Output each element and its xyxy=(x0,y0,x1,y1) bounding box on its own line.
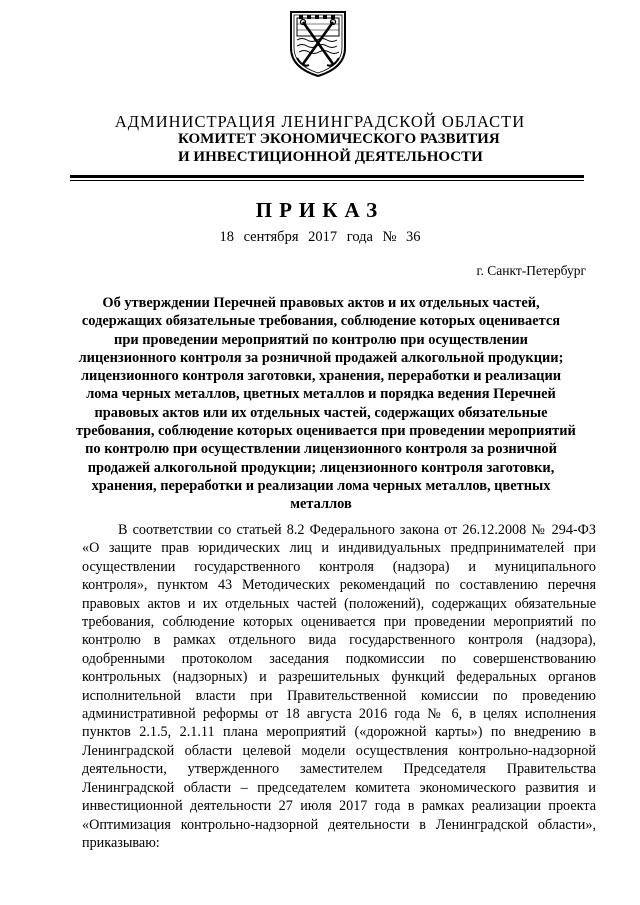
coat-of-arms-icon xyxy=(287,8,349,78)
body-line: одобренными протоколом заседания подкомиссии по совершенствованию xyxy=(82,650,596,667)
committee-name-line1: КОМИТЕТ ЭКОНОМИЧЕСКОГО РАЗВИТИЯ xyxy=(178,131,500,147)
body-line: правовых актов и их отдельных частей (положений), содержащих обязательные xyxy=(82,595,596,612)
body-line: пунктов 2.1.5, 2.1.11 плана мероприятий («дорожной карты») по внедрению в xyxy=(82,724,596,741)
body-line: контрольных (надзорных) и разрешительных функций федеральных органов xyxy=(82,669,596,686)
document-city: г. Санкт-Петербург xyxy=(476,263,586,278)
title-line: требования, соблюдение которых оценивается при проведении мероприятий xyxy=(76,423,576,440)
document-body xyxy=(82,521,596,852)
document-type: ПРИКАЗ xyxy=(255,198,385,222)
document-title xyxy=(76,294,576,514)
title-line: хранения, переработки и реализации лома черных металлов, цветных xyxy=(91,477,551,494)
title-line: содержащих обязательные требования, соблюдение которых оценивается xyxy=(81,313,561,330)
body-line: инвестиционной деятельности 27 июля 2017 года в рамках реализации проекта xyxy=(82,798,596,815)
title-line: лома черных металлов, цветных металлов и порядка ведения Перечней xyxy=(86,386,556,403)
body-line: приказываю: xyxy=(82,834,160,851)
document-date-number: 18 сентября 2017 года № 36 xyxy=(219,229,421,245)
body-line: требования, соблюдение которых оценивается при проведении мероприятий по xyxy=(82,614,596,631)
body-line: «О защите прав юридических лиц и индивидуальных предпринимателей при xyxy=(82,540,596,557)
title-line: по контролю при осуществлении лицензионного контроля за розничной xyxy=(85,441,557,458)
title-line: при проведении мероприятий по контролю при осуществлении xyxy=(114,331,528,348)
organization-name: АДМИНИСТРАЦИЯ ЛЕНИНГРАДСКОЙ ОБЛАСТИ xyxy=(114,112,526,131)
body-line: контроля», пунктом 43 Методических рекомендаций по составлению перечня xyxy=(82,577,596,594)
title-line: правовых актов или их отдельных частей, содержащих обязательные xyxy=(94,404,548,421)
body-line: Ленинградской области целевой модели осуществления контрольно-надзорной xyxy=(82,742,596,759)
body-line: исполнительной власти при Правительственной комиссии по проведению xyxy=(82,687,596,704)
body-line: «Оптимизация контрольно-надзорной деятельности в Ленинградской области», xyxy=(82,816,596,833)
body-line: Ленинградской области – председателем комитета экономического развития и xyxy=(82,779,596,796)
committee-name-line2: И ИНВЕСТИЦИОННОЙ ДЕЯТЕЛЬНОСТИ xyxy=(178,149,483,165)
body-line: контролю в рамках отдельного вида государственного контроля (надзора), xyxy=(82,632,596,649)
body-line: административной реформы от 18 августа 2016 года № 6, в целях исполнения xyxy=(82,706,596,723)
title-line: продажей алкогольной продукции; лицензионного контроля заготовки, xyxy=(87,459,555,476)
body-line: В соответствии со статьей 8.2 Федерального закона от 26.12.2008 № 294-ФЗ xyxy=(118,522,596,538)
title-line: лицензионного контроля за розничной продажей алкогольной продукции; xyxy=(78,349,564,366)
header-divider-thick xyxy=(70,175,584,178)
header-divider-thin xyxy=(70,180,584,181)
title-line: металлов xyxy=(290,496,352,513)
title-line: Об утверждении Перечней правовых актов и их отдельных частей, xyxy=(102,295,540,311)
body-line: деятельности, утвержденного заместителем Председателя Правительства xyxy=(82,761,596,778)
body-line: осуществлении государственного контроля (надзора) и муниципального xyxy=(82,558,596,575)
title-line: лицензионного контроля заготовки, хранения, переработки и реализации xyxy=(80,368,562,385)
